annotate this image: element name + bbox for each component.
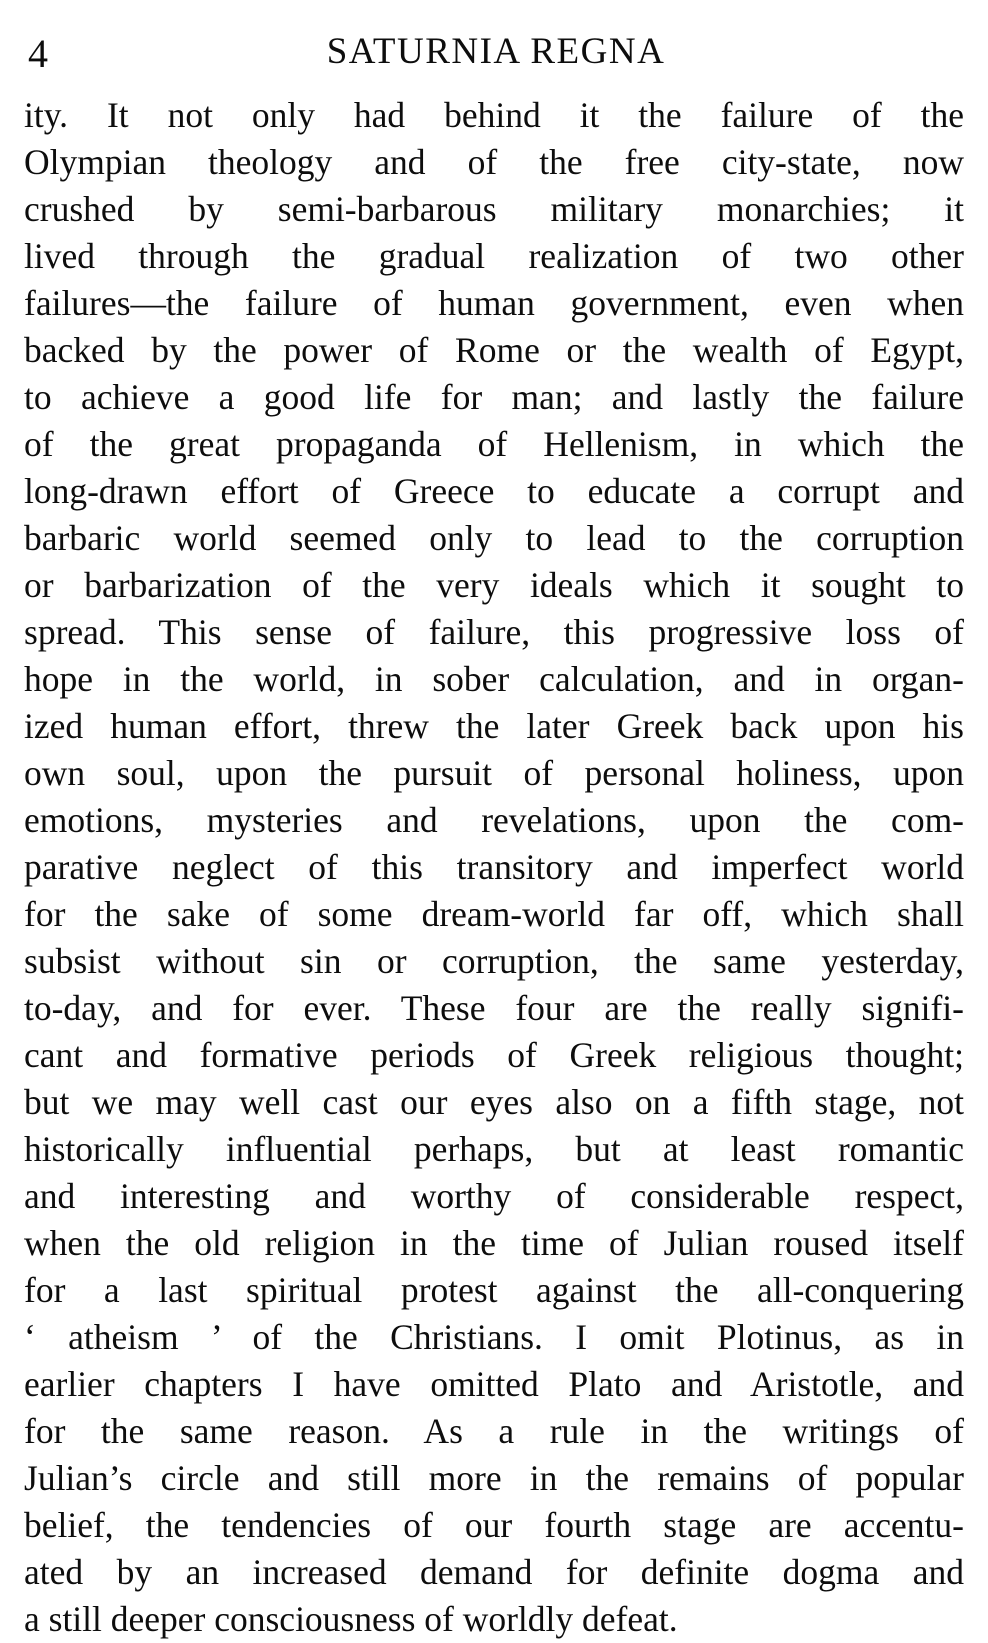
text-line: ated by an increased demand for definite dogma and xyxy=(24,1552,964,1592)
text-line: parative neglect of this transitory and imperfect world xyxy=(24,847,964,887)
text-line: but we may well cast our eyes also on a fifth stage, not xyxy=(24,1082,964,1122)
text-line: for a last spiritual protest against the all-conquering xyxy=(24,1270,964,1310)
text-line: ‘ atheism ’ of the Christians. I omit Plotinus, as in xyxy=(24,1317,964,1357)
text-line: for the same reason. As a rule in the writings of xyxy=(24,1411,964,1451)
text-line: historically influential perhaps, but at least romantic xyxy=(24,1129,964,1169)
text-line: when the old religion in the time of Julian roused itself xyxy=(24,1223,964,1263)
text-line: barbaric world seemed only to lead to the corruption xyxy=(24,518,964,558)
text-line: own soul, upon the pursuit of personal holiness, upon xyxy=(24,753,964,793)
text-line: spread. This sense of failure, this progressive loss of xyxy=(24,612,964,652)
text-line: backed by the power of Rome or the wealth of Egypt, xyxy=(24,330,964,370)
text-line: or barbarization of the very ideals which it sought to xyxy=(24,565,964,605)
text-line: to achieve a good life for man; and lastly the failure xyxy=(24,377,964,417)
body-paragraph xyxy=(24,92,964,1643)
text-line: a still deeper consciousness of worldly defeat. xyxy=(24,1599,678,1639)
text-line: ized human effort, threw the later Greek back upon his xyxy=(24,706,964,746)
text-line: earlier chapters I have omitted Plato and Aristotle, and xyxy=(24,1364,964,1404)
text-line: failures—the failure of human government, even when xyxy=(24,283,964,323)
text-line: long-drawn effort of Greece to educate a corrupt and xyxy=(24,471,964,511)
text-line: subsist without sin or corruption, the same yesterday, xyxy=(24,941,964,981)
page-number: 4 xyxy=(28,31,48,76)
text-line: lived through the gradual realization of two other xyxy=(24,236,964,276)
running-title: SATURNIA REGNA xyxy=(326,31,666,72)
text-line: emotions, mysteries and revelations, upon the com- xyxy=(24,800,964,840)
text-line: Olympian theology and of the free city-state, now xyxy=(24,142,964,182)
text-line: of the great propaganda of Hellenism, in which the xyxy=(24,424,964,464)
text-line: to-day, and for ever. These four are the really signifi- xyxy=(24,988,964,1028)
text-line: belief, the tendencies of our fourth stage are accentu- xyxy=(24,1505,964,1545)
text-line: crushed by semi-barbarous military monarchies; it xyxy=(24,189,964,229)
text-line: cant and formative periods of Greek religious thought; xyxy=(24,1035,964,1075)
text-line: ity. It not only had behind it the failure of the xyxy=(24,95,964,135)
text-line: hope in the world, in sober calculation, and in organ- xyxy=(24,659,964,699)
text-line: for the sake of some dream-world far off, which shall xyxy=(24,894,964,934)
text-line: and interesting and worthy of considerable respect, xyxy=(24,1176,964,1216)
running-head xyxy=(24,20,968,80)
text-line: Julian’s circle and still more in the remains of popular xyxy=(24,1458,964,1498)
